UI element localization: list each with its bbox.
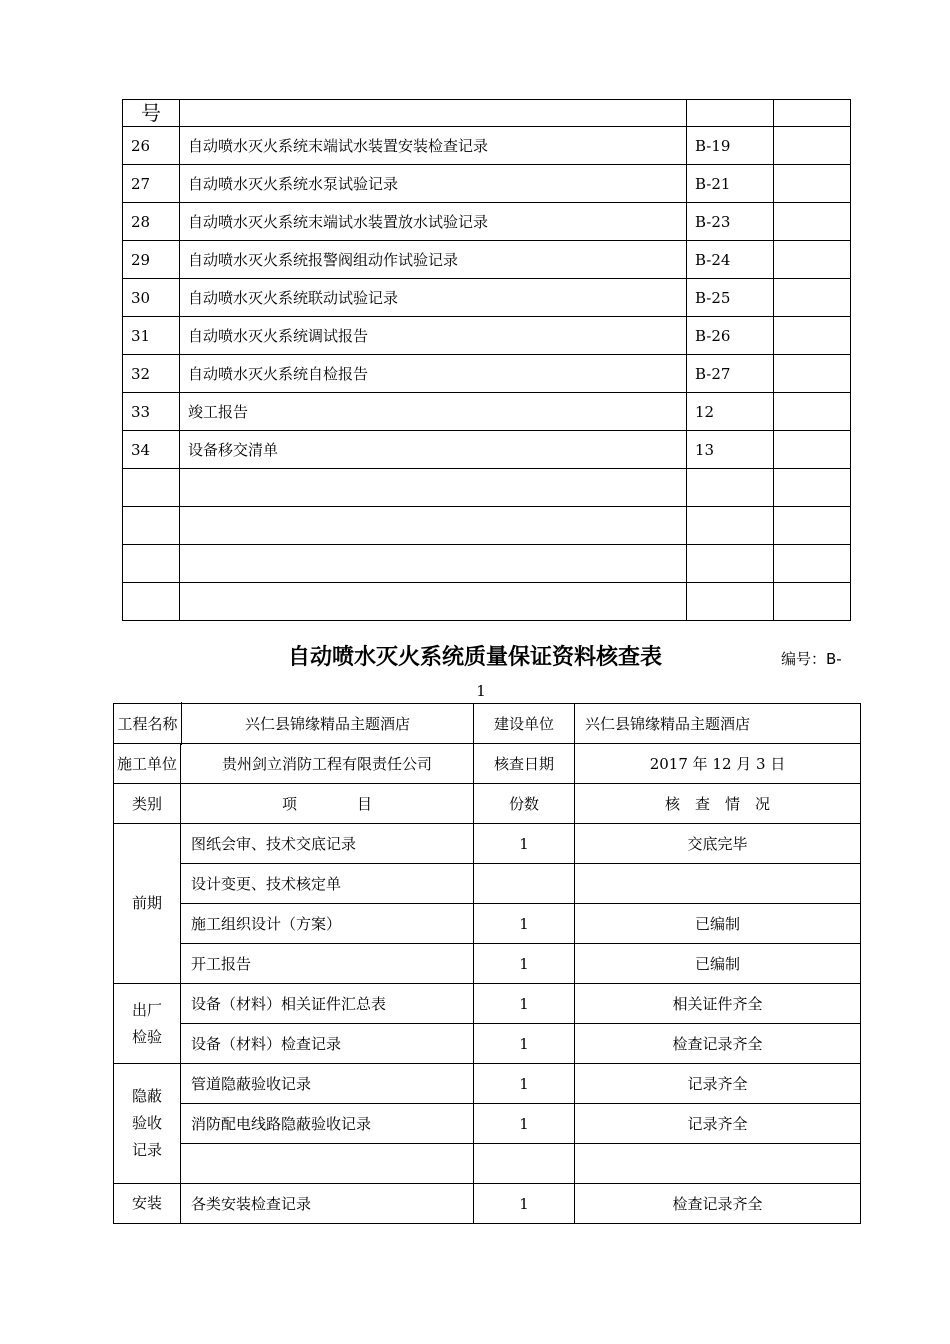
row-number: 31: [123, 317, 180, 355]
copies: 1: [474, 904, 575, 944]
table-row: [114, 824, 861, 864]
record-index-table: [122, 99, 851, 621]
table-row: [123, 279, 851, 317]
item: 管道隐蔽验收记录: [181, 1064, 474, 1104]
copies: 1: [474, 824, 575, 864]
record-name: 自动喷水灭火系统调试报告: [180, 317, 687, 355]
row-number: 29: [123, 241, 180, 279]
project-label: 工程名称: [117, 715, 178, 733]
table-row: [114, 1064, 861, 1104]
record-code: B-24: [687, 241, 774, 279]
record-name: 自动喷水灭火系统报警阀组动作试验记录: [180, 241, 687, 279]
table-row: [114, 744, 861, 784]
col-status: 核 查 情 况: [575, 784, 861, 824]
status: 已编制: [575, 904, 861, 944]
status: 相关证件齐全: [575, 984, 861, 1024]
row-number: 32: [123, 355, 180, 393]
contractor-value: 贵州剑立消防工程有限责任公司: [181, 744, 474, 784]
status: 已编制: [575, 944, 861, 984]
item: 消防配电线路隐蔽验收记录: [181, 1104, 474, 1144]
record-code: B-27: [687, 355, 774, 393]
status: 记录齐全: [575, 1064, 861, 1104]
copies: 1: [474, 1184, 575, 1224]
form-title: 自动喷水灭火系统质量保证资料核查表: [287, 645, 662, 670]
form-code-tail: 1: [476, 682, 486, 700]
category-cell: 隐蔽 验收 记录: [114, 1064, 181, 1184]
category-cell: 出厂 检验: [114, 984, 181, 1064]
record-name: 竣工报告: [180, 393, 687, 431]
table-row: [114, 1144, 861, 1184]
table-row: [123, 393, 851, 431]
row-number: 27: [123, 165, 180, 203]
empty-row: [123, 469, 851, 507]
empty-row: [123, 507, 851, 545]
item: [181, 1144, 474, 1184]
form-code-label: 编号：B-: [781, 650, 842, 668]
table-row: [114, 1184, 861, 1224]
record-code: B-21: [687, 165, 774, 203]
record-name: 自动喷水灭火系统末端试水装置放水试验记录: [180, 203, 687, 241]
quality-check-table: [113, 703, 861, 1224]
category-cell: 前期: [114, 824, 181, 984]
record-code: B-23: [687, 203, 774, 241]
empty-row: [123, 545, 851, 583]
project-value: 兴仁县锦缘精品主题酒店: [181, 702, 473, 745]
table-row: [123, 165, 851, 203]
table-row: [114, 704, 861, 744]
copies: 1: [474, 1104, 575, 1144]
record-name: 自动喷水灭火系统水泵试验记录: [180, 165, 687, 203]
table-row: [114, 944, 861, 984]
status: 记录齐全: [575, 1104, 861, 1144]
copies: 1: [474, 1024, 575, 1064]
owner-value: 兴仁县锦缘精品主题酒店: [575, 704, 861, 744]
copies: 1: [474, 984, 575, 1024]
table-row: [123, 317, 851, 355]
empty-row: [123, 583, 851, 621]
owner-label: 建设单位: [474, 704, 575, 744]
contractor-label: 施工单位: [114, 744, 181, 784]
table-row: [123, 203, 851, 241]
item: 施工组织设计（方案）: [181, 904, 474, 944]
table-row: [114, 864, 861, 904]
table-row: [114, 904, 861, 944]
row-number: 34: [123, 431, 180, 469]
item: 设计变更、技术核定单: [181, 864, 474, 904]
record-code: B-19: [687, 127, 774, 165]
status: [575, 1144, 861, 1184]
item: 设备（材料）检查记录: [181, 1024, 474, 1064]
table-row: [114, 1104, 861, 1144]
col-item: 项 目: [181, 784, 474, 824]
copies: [474, 1144, 575, 1184]
copies: 1: [474, 1064, 575, 1104]
table-row: [114, 1024, 861, 1064]
row-number: 30: [123, 279, 180, 317]
item: 开工报告: [181, 944, 474, 984]
table-row: [114, 984, 861, 1024]
col-copies: 份数: [474, 784, 575, 824]
table-row: [123, 431, 851, 469]
status: 检查记录齐全: [575, 1024, 861, 1064]
item: 设备（材料）相关证件汇总表: [181, 984, 474, 1024]
copies: [474, 864, 575, 904]
table-row: [123, 355, 851, 393]
record-name: 自动喷水灭火系统末端试水装置安装检查记录: [180, 127, 687, 165]
status: 交底完毕: [575, 824, 861, 864]
record-name: 自动喷水灭火系统联动试验记录: [180, 279, 687, 317]
status: 检查记录齐全: [575, 1184, 861, 1224]
record-code: B-25: [687, 279, 774, 317]
record-name: 自动喷水灭火系统自检报告: [180, 355, 687, 393]
row-number: 28: [123, 203, 180, 241]
record-code: B-26: [687, 317, 774, 355]
table-header-row: [114, 784, 861, 824]
category-cell: 安装: [114, 1184, 181, 1224]
item: 各类安装检查记录: [181, 1184, 474, 1224]
status: [575, 864, 861, 904]
table-row: [123, 127, 851, 165]
record-name: 设备移交清单: [180, 431, 687, 469]
record-code: 13: [687, 431, 774, 469]
table-row: [123, 241, 851, 279]
row-number: 26: [123, 127, 180, 165]
col-category: 类别: [114, 784, 181, 824]
header-fragment: 号: [123, 100, 180, 127]
copies: 1: [474, 944, 575, 984]
table-row: [123, 100, 851, 127]
row-number: 33: [123, 393, 180, 431]
check-date-label: 核查日期: [474, 744, 575, 784]
item: 图纸会审、技术交底记录: [181, 824, 474, 864]
record-code: 12: [687, 393, 774, 431]
check-date-value: 2017 年 12 月 3 日: [575, 744, 861, 784]
